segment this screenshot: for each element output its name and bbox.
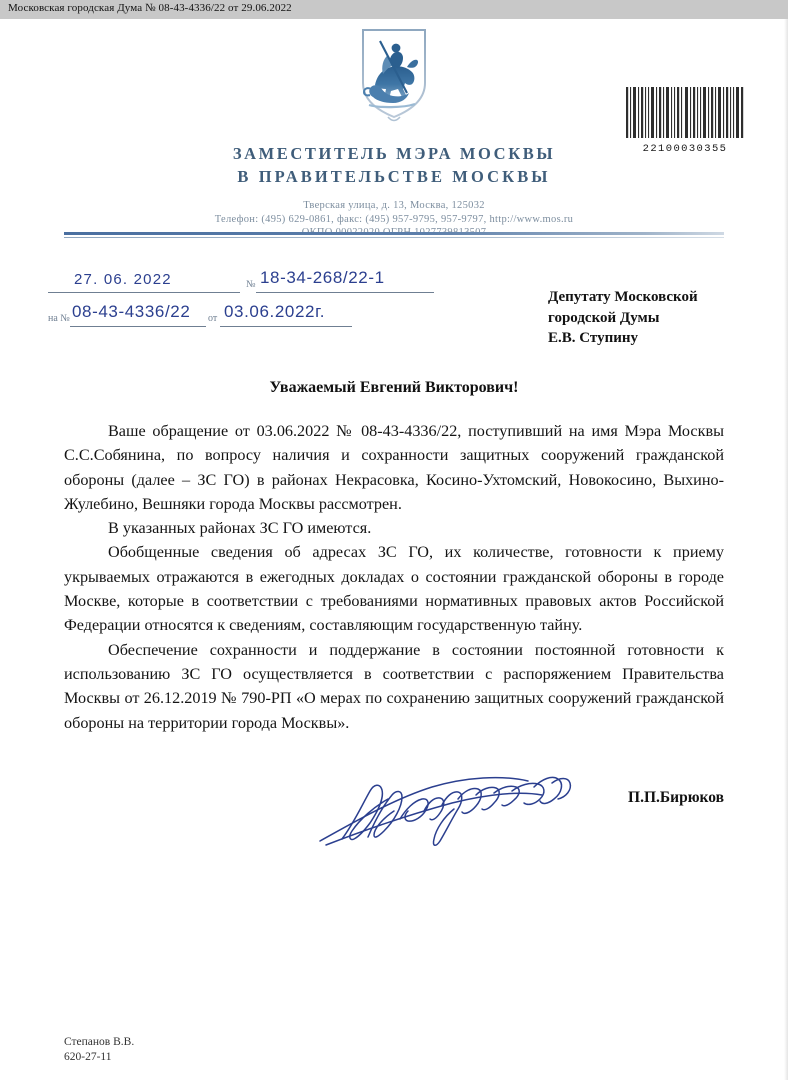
letter-paragraph-3: Обобщенные сведения об адресах ЗС ГО, их количестве, готовности к приему укрываемых отражаются в ежегодных докладах о состоянии гражданской обороны в городе Москве, которые в соответствии с требованиями нормативных правовых актов Российской Федерации относятся к сведениям, составляющим государственную тайну. bbox=[64, 543, 724, 635]
organization-title-line-2: В ПРАВИТЕЛЬСТВЕ МОСКВЫ bbox=[237, 167, 551, 186]
registration-block bbox=[48, 259, 468, 327]
letter-body bbox=[64, 419, 724, 735]
addressee-line-1: Депутату Московской bbox=[548, 289, 698, 305]
letterhead-divider bbox=[64, 232, 724, 238]
reply-date-rule bbox=[220, 326, 352, 327]
registration-row-incoming bbox=[48, 293, 468, 327]
divider-line-upper bbox=[64, 232, 724, 235]
reply-reference-number-rule bbox=[70, 326, 206, 327]
salutation: Уважаемый Евгений Викторович! bbox=[269, 379, 519, 396]
contact-phone: Телефон: (495) 629-0861, факс: (495) 957-9795, 957-9797, http://www.mos.ru bbox=[214, 213, 574, 225]
signer-name: П.П.Бирюков bbox=[628, 789, 724, 806]
reply-reference-number-handwritten: 08-43-4336/22 bbox=[72, 302, 191, 321]
letter-paragraph-4: Обеспечение сохранности и поддержание в состоянии постоянной готовности к использованию ЗС ГО осуществляется в соответствии с распоряжением Правительства Москвы от 26.12.2019 № 790-РП «О мерах по сохранению защитных сооружений гражданской обороны на территории города Москвы». bbox=[64, 640, 724, 732]
addressee-block bbox=[548, 287, 778, 349]
executor-phone: 620-27-11 bbox=[64, 1050, 112, 1063]
addressee-line-2: городской Думы bbox=[548, 309, 660, 326]
executor-block bbox=[64, 1035, 134, 1064]
reply-date-handwritten: 03.06.2022г. bbox=[224, 302, 326, 321]
handwritten-signature-icon bbox=[316, 765, 576, 865]
barcode-bars-icon bbox=[622, 85, 748, 140]
registration-number-symbol: № bbox=[246, 279, 256, 290]
executor-name: Степанов В.В. bbox=[64, 1036, 135, 1048]
letter-paragraph-1: Ваше обращение от 03.06.2022 № 08-43-4336/22, поступивший на имя Мэра Москвы С.С.Собянина, по вопросу наличия и сохранности защитных сооружений гражданской обороны (далее – ЗС ГО) в районах Некрасовка, Косино-Ухтомский, Новокосино, Выхино-Жулебино, Вешняки города Москвы рассмотрен. bbox=[64, 422, 724, 513]
document-page bbox=[0, 19, 788, 1080]
divider-line-lower bbox=[64, 237, 724, 238]
barcode-number: 22100030355 bbox=[642, 143, 728, 155]
contact-address: Тверская улица, д. 13, Москва, 125032 bbox=[303, 200, 485, 211]
letter-paragraph-2: В указанных районах ЗС ГО имеются. bbox=[108, 519, 372, 538]
reply-date-label: от bbox=[208, 313, 218, 324]
organization-title-line-1: ЗАМЕСТИТЕЛЬ МЭРА МОСКВЫ bbox=[232, 144, 556, 163]
signature-block bbox=[64, 767, 724, 837]
moscow-coat-of-arms-icon bbox=[355, 27, 433, 127]
registration-row-outgoing bbox=[48, 259, 468, 293]
registration-number-handwritten: 18-34-268/22-1 bbox=[260, 268, 385, 287]
registration-date-handwritten: 27. 06. 2022 bbox=[74, 271, 172, 288]
viewer-banner bbox=[0, 0, 788, 19]
barcode bbox=[622, 85, 748, 155]
addressee-line-3: Е.В. Ступину bbox=[548, 330, 638, 346]
reply-reference-label: на № bbox=[48, 313, 70, 324]
viewer-banner-title: Московская городская Дума № 08-43-4336/22 от 29.06.2022 bbox=[8, 2, 292, 14]
